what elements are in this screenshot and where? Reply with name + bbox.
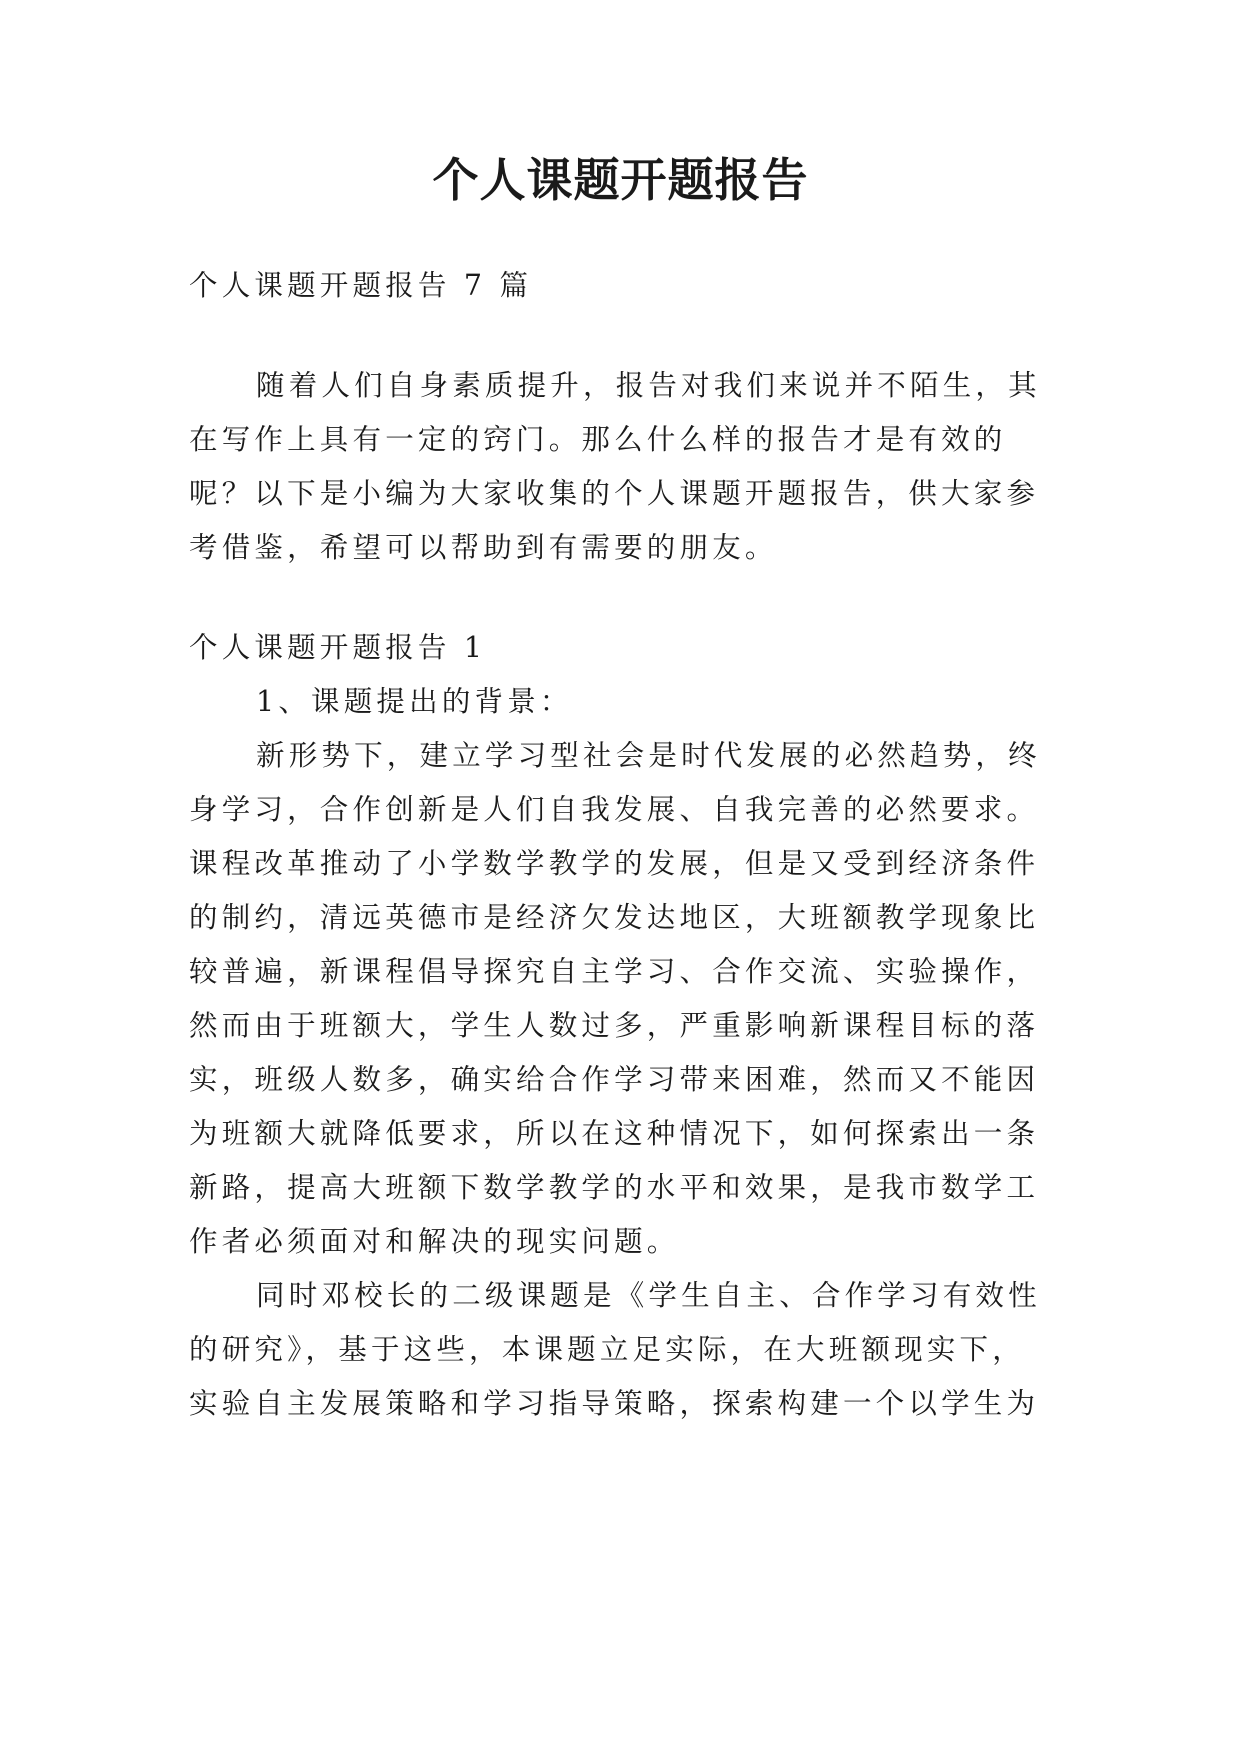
text-line: 在写作上具有一定的窍门。那么什么样的报告才是有效的 xyxy=(189,423,1007,456)
text-line: 实，班级人数多，确实给合作学习带来困难，然而又不能因 xyxy=(189,1063,1040,1096)
text-line: 的研究》，基于这些，本课题立足实际，在大班额现实下， xyxy=(189,1333,1025,1366)
text-line: 课程改革推动了小学数学教学的发展，但是又受到经济条件 xyxy=(189,847,1040,880)
text-line: 考借鉴，希望可以帮助到有需要的朋友。 xyxy=(189,531,778,564)
text-line: 新形势下，建立学习型社会是时代发展的必然趋势，终 xyxy=(256,739,1041,772)
text-line: 实验自主发展策略和学习指导策略，探索构建一个以学生为 xyxy=(189,1387,1040,1420)
section-heading: 个人课题开题报告 1 xyxy=(189,631,487,664)
text-line: 新路，提高大班额下数学教学的水平和效果，是我市数学工 xyxy=(189,1171,1040,1204)
text-line: 然而由于班额大，学生人数过多，严重影响新课程目标的落 xyxy=(189,1009,1040,1042)
text-line: 的制约，清远英德市是经济欠发达地区，大班额教学现象比 xyxy=(189,901,1040,934)
text-line: 较普遍，新课程倡导探究自主学习、合作交流、实验操作， xyxy=(189,955,1040,988)
text-line: 呢？以下是小编为大家收集的个人课题开题报告，供大家参 xyxy=(189,477,1040,510)
text-line: 随着人们自身素质提升，报告对我们来说并不陌生，其 xyxy=(256,369,1041,402)
text-line: 同时邓校长的二级课题是《学生自主、合作学习有效性 xyxy=(256,1279,1041,1312)
document-subtitle: 个人课题开题报告 7 篇 xyxy=(189,269,533,302)
text-line: 为班额大就降低要求，所以在这种情况下，如何探索出一条 xyxy=(189,1117,1040,1150)
text-line: 作者必须面对和解决的现实问题。 xyxy=(189,1225,680,1258)
text-line: 身学习，合作创新是人们自我发展、自我完善的必然要求。 xyxy=(189,793,1040,826)
page-title: 个人课题开题报告 xyxy=(432,153,809,207)
point-heading: 1、课题提出的背景： xyxy=(256,685,573,718)
